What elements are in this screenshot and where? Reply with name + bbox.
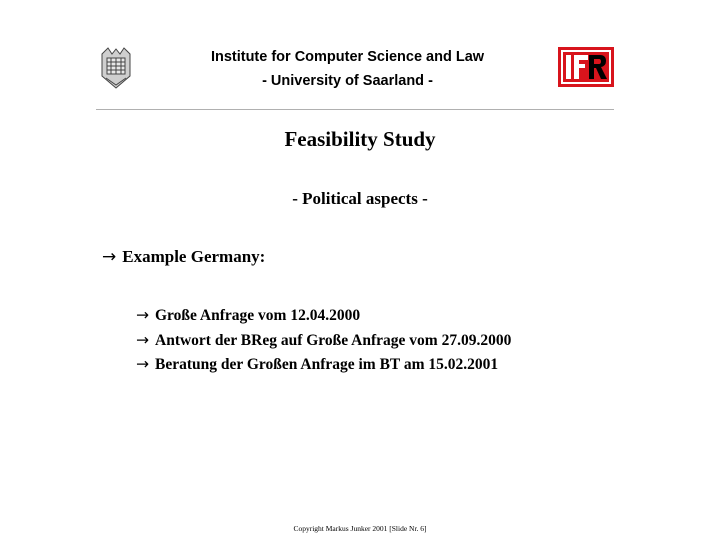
list-item-text: Beratung der Großen Anfrage im BT am 15.02.2001: [155, 356, 499, 373]
arrow-right-icon: →: [136, 331, 149, 349]
example-heading: [102, 246, 265, 268]
arrow-right-icon: →: [136, 355, 149, 373]
copyright-footer: Copyright Markus Junker 2001 [Slide Nr. 6]: [293, 524, 427, 533]
example-label: Example Germany:: [122, 247, 266, 266]
arrow-right-icon: →: [136, 306, 149, 324]
list-item: [136, 330, 511, 351]
university-name: - University of Saarland -: [262, 73, 433, 89]
arrow-right-icon: →: [102, 247, 117, 267]
institute-name: Institute for Computer Science and Law: [210, 49, 485, 65]
list-item: [136, 354, 498, 375]
list-item-text: Antwort der BReg auf Große Anfrage vom 27.09.2000: [155, 332, 512, 349]
ifr-logo-icon: [558, 47, 614, 87]
slide-title: Feasibility Study: [284, 127, 436, 151]
slide-subtitle: - Political aspects -: [292, 189, 428, 208]
header-divider: [96, 109, 614, 110]
university-seal-icon: [96, 46, 136, 90]
list-item-text: Große Anfrage vom 12.04.2000: [155, 307, 361, 324]
list-item: [136, 305, 360, 326]
